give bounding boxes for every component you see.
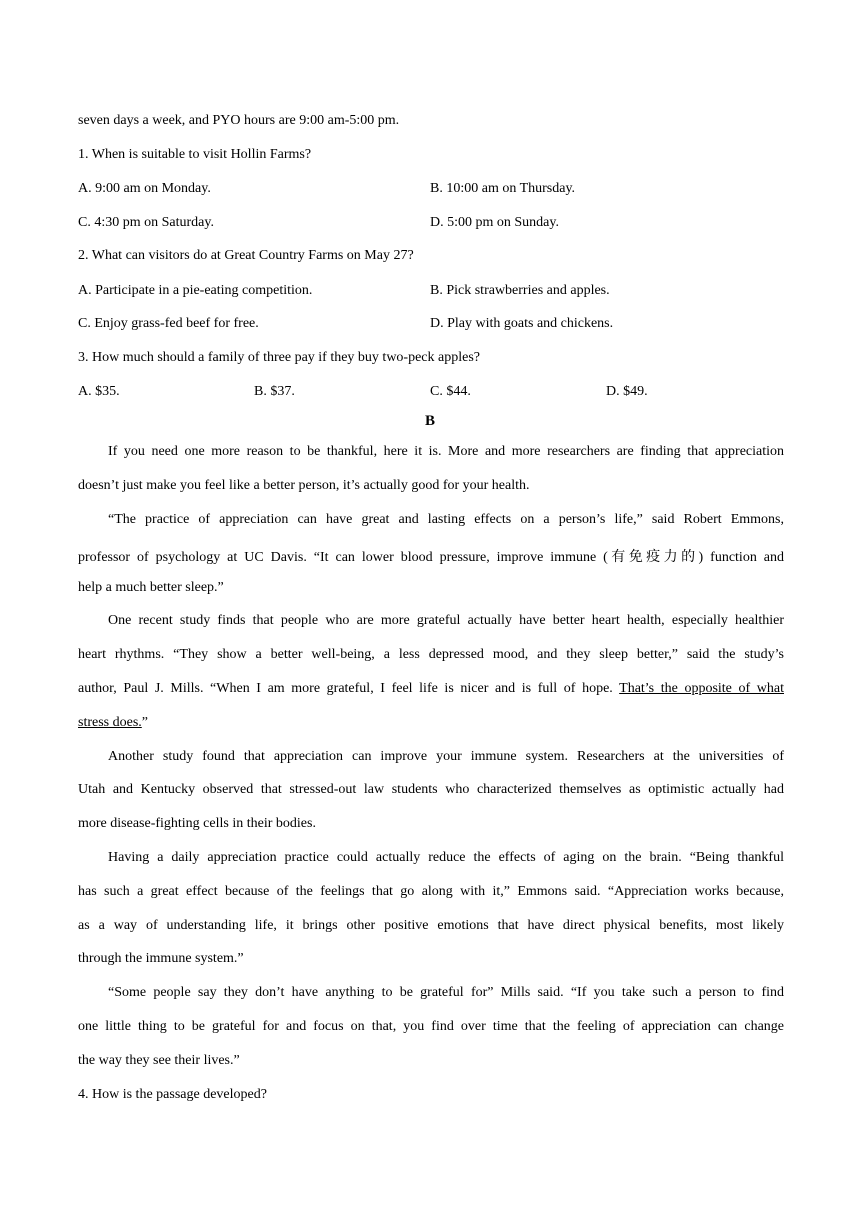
q3-option-b: B. $37. bbox=[254, 384, 295, 399]
section-heading: B bbox=[424, 413, 435, 429]
q2-option-c: C. Enjoy grass-fed beef for free. bbox=[78, 316, 259, 331]
q2-option-d: D. Play with goats and chickens. bbox=[430, 316, 614, 331]
q2-option-b: B. Pick strawberries and apples. bbox=[430, 283, 610, 298]
question-1: 1. When is suitable to visit Hollin Farms? bbox=[78, 147, 312, 162]
passage-p5-line1: Having a daily appreciation practice could actually reduce the effects of aging on the brain. “Being thankful bbox=[108, 850, 784, 865]
underlined-phrase-end: stress does. bbox=[78, 715, 142, 730]
passage-p6-line1: “Some people say they don’t have anything to be grateful for” Mills said. “If you take such a person to find bbox=[108, 985, 784, 1000]
q2-option-a: A. Participate in a pie-eating competition. bbox=[78, 283, 313, 298]
passage-p6-line2: one little thing to be grateful for and focus on that, you find over time that the feeling of appreciation can change bbox=[78, 1019, 784, 1034]
passage-p2-line1: “The practice of appreciation can have great and lasting effects on a person’s life,” said Robert Emmons, bbox=[108, 512, 784, 527]
passage-p5-line2: has such a great effect because of the feelings that go along with it,” Emmons said. “Appreciation works because, bbox=[78, 884, 784, 899]
q3-option-a: A. $35. bbox=[78, 384, 120, 399]
passage-p3-line3-text: author, Paul J. Mills. “When I am more grateful, I feel life is nicer and is full of hope. bbox=[78, 681, 620, 696]
passage-p2-line2: professor of psychology at UC Davis. “It can lower blood pressure, improve immune (有免疫力的) function and bbox=[78, 550, 784, 565]
passage-p1-line2: doesn’t just make you feel like a better person, it’s actually good for your health. bbox=[78, 478, 530, 493]
passage-p5-line4: through the immune system.” bbox=[78, 951, 244, 966]
passage-p3-line1: One recent study finds that people who are more grateful actually have better heart health, especially healthier bbox=[108, 613, 784, 628]
question-4: 4. How is the passage developed? bbox=[78, 1087, 267, 1102]
q1-option-b: B. 10:00 am on Thursday. bbox=[430, 181, 576, 196]
passage-p3-line3 bbox=[78, 681, 784, 697]
passage-p2-line3: help a much better sleep.” bbox=[78, 580, 224, 595]
passage-p4-line2: Utah and Kentucky observed that stressed-out law students who characterized themselves as optimistic actually had bbox=[78, 782, 784, 797]
question-3: 3. How much should a family of three pay if they buy two-peck apples? bbox=[78, 350, 481, 365]
question-2: 2. What can visitors do at Great Country Farms on May 27? bbox=[78, 248, 414, 263]
q3-option-d: D. $49. bbox=[606, 384, 648, 399]
q3-option-c: C. $44. bbox=[430, 384, 471, 399]
q1-option-c: C. 4:30 pm on Saturday. bbox=[78, 215, 214, 230]
q1-option-a: A. 9:00 am on Monday. bbox=[78, 181, 211, 196]
underlined-phrase-start: That’s the opposite of what bbox=[619, 681, 784, 696]
passage-p4-line3: more disease-fighting cells in their bodies. bbox=[78, 816, 316, 831]
passage-p6-line3: the way they see their lives.” bbox=[78, 1053, 240, 1068]
passage-p4-line1: Another study found that appreciation can improve your immune system. Researchers at the universities of bbox=[108, 749, 784, 764]
passage-p5-line3: as a way of understanding life, it brings other positive emotions that have direct physical benefits, most likely bbox=[78, 918, 784, 933]
intro-tail-line: seven days a week, and PYO hours are 9:00 am-5:00 pm. bbox=[78, 113, 400, 128]
passage-p3-line2: heart rhythms. “They show a better well-being, a less depressed mood, and they sleep better,” said the study’s bbox=[78, 647, 784, 662]
passage-p3-line4 bbox=[78, 715, 148, 731]
q1-option-d: D. 5:00 pm on Sunday. bbox=[430, 215, 559, 230]
passage-p1-line1: If you need one more reason to be thankful, here it is. More and more researchers are finding that appreciation bbox=[108, 444, 784, 459]
passage-p3-line4-quote: ” bbox=[141, 715, 148, 730]
